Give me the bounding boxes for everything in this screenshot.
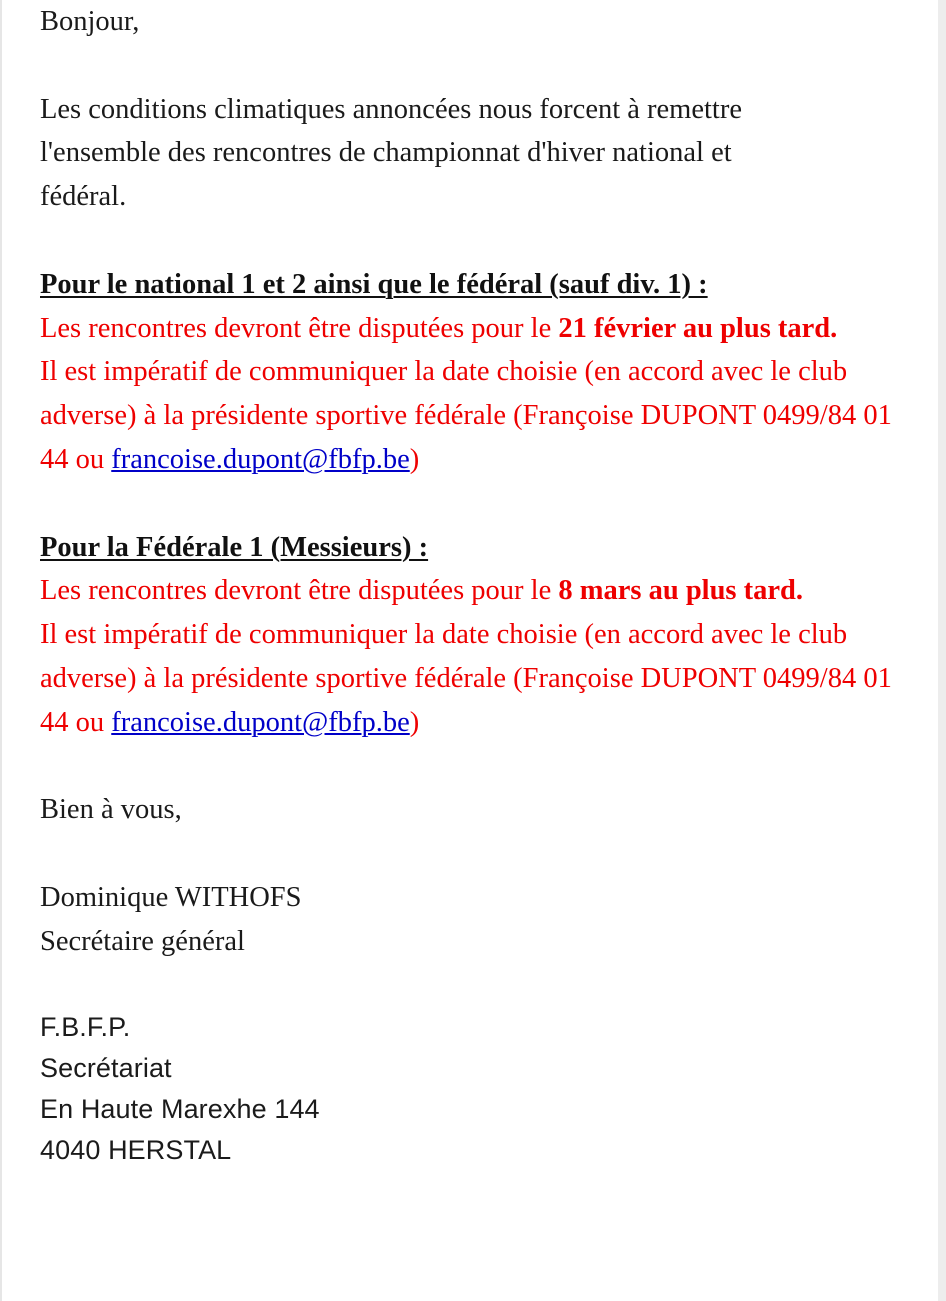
- contact-email-link-national[interactable]: francoise.dupont@fbfp.be: [111, 443, 410, 475]
- section-national-deadline-date: 21 février au plus tard.: [558, 312, 838, 344]
- section-national-heading-text: Pour le national 1 et 2 ainsi que le fédéral (sauf div. 1) :: [40, 268, 708, 300]
- page-edge-left-rule: [0, 0, 2, 1301]
- spacer-after-greeting: [40, 44, 920, 88]
- address-organisation: F.B.F.P.: [40, 1012, 131, 1043]
- closing-salutation: Bien à vous,: [40, 794, 182, 826]
- section-federale-heading: [40, 526, 920, 570]
- sender-name: Dominique WITHOFS: [40, 881, 302, 913]
- email-message-body: [40, 0, 920, 1171]
- page-edge-right-rule: [938, 0, 946, 1301]
- address-street: En Haute Marexhe 144: [40, 1094, 320, 1125]
- sender-title: Secrétaire général: [40, 925, 245, 957]
- section-national-instruction: [40, 350, 920, 481]
- section-federale-instruction-suffix: ): [409, 706, 420, 738]
- section-national-heading: [40, 263, 920, 307]
- section-federale-deadline-prefix: Les rencontres devront être disputées pour le: [40, 575, 559, 607]
- section-federale-instruction: [40, 613, 920, 744]
- section-national-instruction-prefix: Il est impératif de communiquer la date choisie (en accord avec le club adverse) à la présidente sportive fédérale (Françoise DUPONT 0499/84 01 44 ou: [40, 356, 892, 475]
- section-federale-instruction-prefix: Il est impératif de communiquer la date choisie (en accord avec le club adverse) à la présidente sportive fédérale (Françoise DUPONT 0499/84 01 44 ou: [40, 619, 892, 738]
- address-department: Secrétariat: [40, 1053, 172, 1084]
- spacer-after-federale-section: [40, 745, 920, 789]
- section-federale-heading-text: Pour la Fédérale 1 (Messieurs) :: [40, 531, 429, 563]
- spacer-after-intro: [40, 219, 920, 263]
- postal-address-block: [40, 1007, 920, 1171]
- spacer-after-national-section: [40, 482, 920, 526]
- spacer-after-salutation: [40, 832, 920, 876]
- section-national-deadline: [40, 307, 920, 351]
- section-national-deadline-prefix: Les rencontres devront être disputées pour le: [40, 312, 559, 344]
- intro-line-1: Les conditions climatiques annoncées nous forcent à remettre: [40, 93, 742, 125]
- greeting-line: Bonjour,: [40, 6, 140, 37]
- contact-email-link-federale[interactable]: francoise.dupont@fbfp.be: [111, 706, 410, 738]
- address-city: 4040 HERSTAL: [40, 1135, 232, 1166]
- intro-line-3: fédéral.: [40, 181, 127, 213]
- section-national-instruction-suffix: ): [409, 443, 420, 475]
- intro-line-2: l'ensemble des rencontres de championnat d'hiver national et: [40, 137, 732, 169]
- section-federale-deadline: [40, 569, 920, 613]
- section-federale-deadline-date: 8 mars au plus tard.: [558, 575, 804, 607]
- spacer-before-address: [40, 964, 920, 1008]
